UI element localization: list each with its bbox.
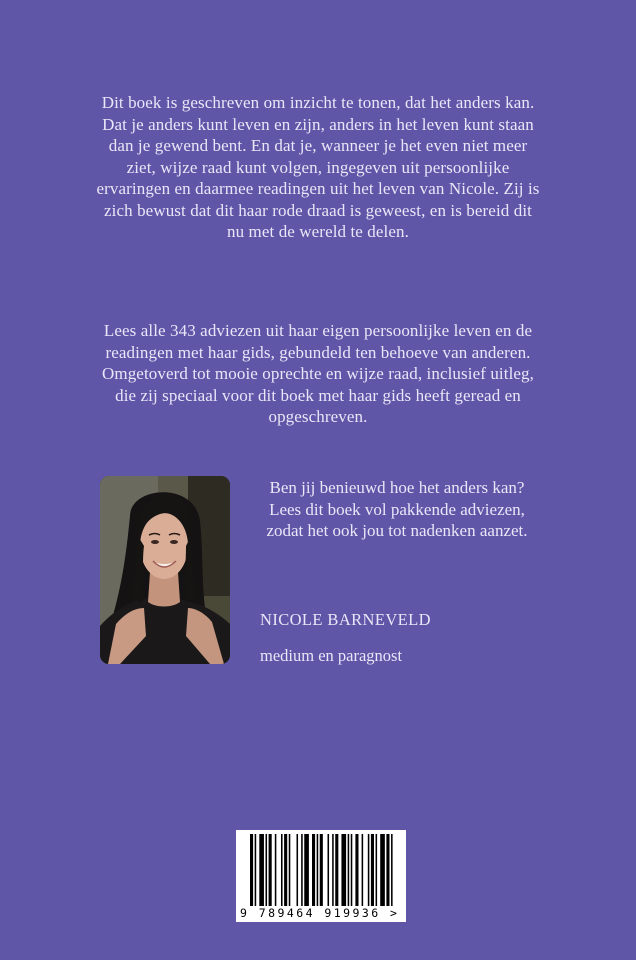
- barcode-bar: [250, 834, 253, 906]
- barcode-bar: [368, 834, 370, 906]
- barcode-bar: [255, 834, 257, 906]
- barcode-bar: [312, 834, 315, 906]
- barcode-bar: [335, 834, 338, 906]
- barcode-bar: [386, 834, 389, 906]
- barcode-bar: [391, 834, 393, 906]
- barcode-bar: [289, 834, 291, 906]
- author-name: NICOLE BARNEVELD: [260, 610, 431, 629]
- barcode-bar: [266, 834, 268, 906]
- description-paragraph-1: Dit boek is geschreven om inzicht te tonen, dat het anders kan. Dat je anders kunt leven en zijn, anders in het leven kunt staan dan je gewend bent. En dat je, wanneer je het even niet meer ziet, wijze raad kunt volgen, ingegeven uit persoonlijke ervaringen en daarmee readingen uit het leven van Nicole. Zij is zich bewust dat dit haar rode draad is geweest, en is bereid dit nu met de wereld te delen.: [96, 93, 540, 241]
- barcode-bar: [371, 834, 374, 906]
- barcode-bar: [275, 834, 277, 906]
- barcode-bar: [328, 834, 330, 906]
- isbn-number: 9 789464 919936 >: [240, 906, 400, 920]
- barcode-bar: [320, 834, 323, 906]
- description-paragraph-2: Lees alle 343 adviezen uit haar eigen persoonlijke leven en de readingen met haar gids, gebundeld ten behoeve van anderen. Omgetoverd tot mooie oprechte en wijze raad, inclusief uitleg, die zij speciaal voor dit boek met haar gids heeft geread en opgeschreven.: [102, 321, 534, 426]
- barcode-bar: [297, 834, 299, 906]
- barcode-bar: [362, 834, 364, 906]
- barcode-bar: [380, 834, 385, 906]
- barcode-bar: [259, 834, 264, 906]
- blurb-text: Ben jij benieuwd hoe het anders kan? Lees dit boek vol pakkende adviezen, zodat het ook jou tot nadenken aanzet.: [266, 478, 528, 540]
- isbn-barcode: [236, 830, 406, 922]
- barcode-bar: [301, 834, 303, 906]
- barcode-bar: [341, 834, 346, 906]
- barcode-bar: [376, 834, 378, 906]
- barcode-bar: [348, 834, 350, 906]
- barcode-bar: [281, 834, 283, 906]
- author-photo: [100, 476, 230, 664]
- barcode-bar: [355, 834, 358, 906]
- barcode-bar: [304, 834, 309, 906]
- barcode-bar: [269, 834, 272, 906]
- barcode-bars: [236, 830, 406, 908]
- barcode-bar: [284, 834, 287, 906]
- author-role: medium en paragnost: [260, 646, 403, 665]
- barcode-bar: [317, 834, 319, 906]
- barcode-bar: [351, 834, 353, 906]
- barcode-bar: [332, 834, 334, 906]
